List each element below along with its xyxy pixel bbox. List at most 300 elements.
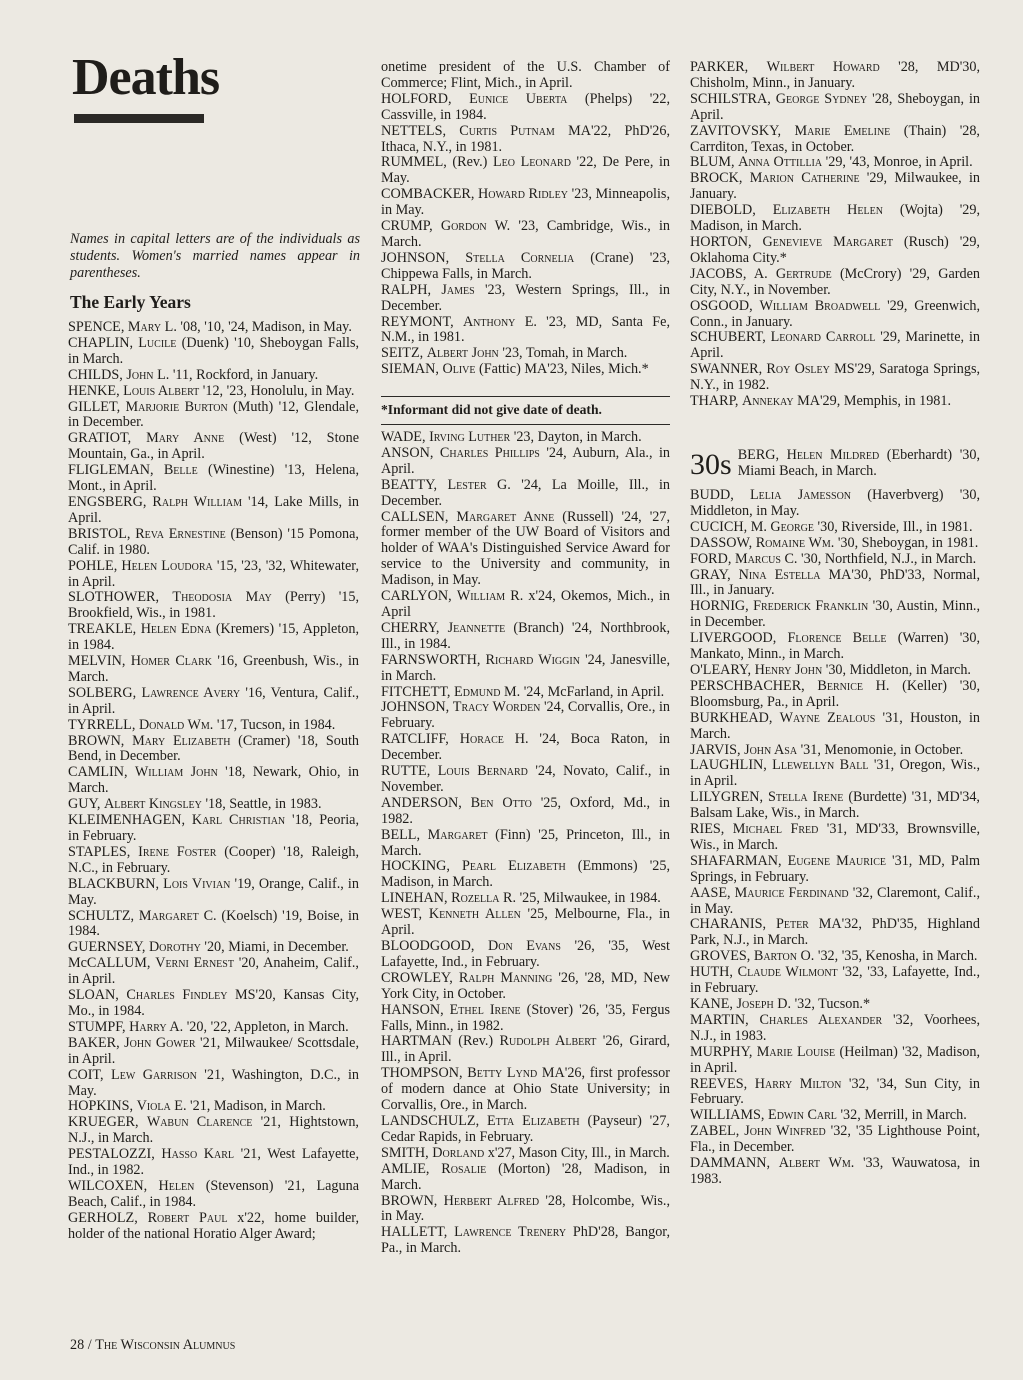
entry-surname: BROWN, (68, 732, 133, 749)
entry-details: '26, '28, MD, New York City, in October. (381, 969, 670, 1002)
entry-details: (Emmons) '25, Madison, in March. (381, 858, 671, 891)
entry-details: '14, Lake Mills, in April. (68, 493, 360, 526)
entry-details: MA'22, PhD'26, Ithaca, N.Y., in 1981. (381, 122, 670, 155)
obituary-entry (68, 431, 359, 463)
entry-given-names: Louis Albert (123, 382, 200, 399)
entry-details: '23, Minneapolis, in May. (381, 186, 670, 219)
entry-details: (Wojta) '29, Madison, in March. (690, 202, 980, 235)
obituary-entry (690, 552, 980, 568)
obituary-entry (68, 1036, 359, 1068)
entry-details: G. '24, La Moille, Ill., in December. (381, 476, 670, 509)
entry-details: '24, Corvallis, Ore., in February. (381, 699, 671, 732)
entry-surname: THARP, (690, 393, 743, 410)
entry-surname: SCHILSTRA, (690, 90, 776, 107)
obituary-entry (690, 822, 980, 854)
entry-surname: PESTALOZZI, (68, 1146, 162, 1163)
entry-given-names: Rozella (451, 890, 500, 907)
entry-given-names: Margaret (427, 826, 488, 843)
obituary-entry (68, 797, 359, 813)
entry-given-names: Jeannette (447, 619, 506, 636)
entry-given-names: Romaine Wm. (755, 534, 835, 551)
entry-details: D. '32, Tucson.* (773, 996, 871, 1012)
entry-given-names: Louis Bernard (437, 763, 528, 780)
entry-details: (Burdette) '31, MD'34, Balsam Lake, Wis., in March. (690, 789, 980, 822)
entry-surname: CHARANIS, (690, 916, 776, 933)
obituary-entry (68, 909, 359, 941)
entry-details: L. '11, Rockford, in January. (153, 366, 319, 383)
obituary-entry (381, 700, 670, 732)
entry-details: C. '30, Northfield, N.J., in March. (780, 550, 977, 567)
entry-given-names: Helen (158, 1177, 195, 1194)
entry-given-names: Lew Garrison (111, 1066, 197, 1083)
entry-details: '32, '35 Lighthouse Point, Fla., in December. (690, 1123, 980, 1156)
entry-details: MA'29, Memphis, in 1981. (793, 393, 952, 410)
obituary-entry (690, 997, 980, 1013)
entry-details: C. (Koelsch) '19, Boise, in 1984. (68, 907, 360, 940)
entry-surname: KRUEGER, (68, 1114, 147, 1131)
entry-given-names: Robert Paul (147, 1209, 228, 1226)
obituary-entry (381, 621, 670, 653)
footnote: *Informant did not give date of death. (381, 402, 602, 417)
entry-details: '21, Milwaukee/ Scottsdale, in April. (68, 1034, 360, 1067)
entry-details: (Warren) '30, Mankato, Minn., in March. (690, 630, 980, 663)
entry-surname: GUY, (68, 796, 105, 813)
obituary-entry (68, 590, 359, 622)
entry-given-names: Irene Foster (138, 843, 217, 860)
obituary-entry (381, 1146, 670, 1162)
entry-given-names: Mary Anne (146, 430, 225, 447)
entry-surname: HOLFORD, (381, 90, 470, 107)
obituary-list-late-20s (690, 60, 980, 410)
entry-details: '31, MD'33, Brownsville, Wis., in March. (690, 821, 980, 853)
entry-details: x'27, Mason City, Ill., in March. (484, 1144, 670, 1161)
entry-given-names: Harry (129, 1018, 167, 1035)
entry-details: (Cramer) '18, South Bend, in December. (68, 732, 359, 765)
entry-details: '21, Hightstown, N.J., in March. (68, 1114, 359, 1147)
entry-surname: LAUGHLIN, (690, 757, 773, 774)
entry-details: MA'30, PhD'33, Normal, Ill., in January. (690, 566, 981, 599)
entry-details: H. (Keller) '30, Bloomsburg, Pa., in April. (690, 677, 981, 710)
entry-details: '26, '35, West Lafayette, Ind., in February. (381, 938, 671, 970)
obituary-entry (68, 1099, 359, 1115)
entry-surname: GRAY, (690, 566, 739, 583)
obituary-entry (690, 1108, 980, 1124)
obituary-entry (381, 1194, 670, 1226)
entry-details: '24, Novato, Calif., in November. (381, 763, 670, 795)
entry-given-names: Charles Findley (126, 987, 228, 1004)
entry-surname: DIEBOLD, (690, 202, 773, 219)
entry-surname: FLIGLEMAN, (68, 462, 164, 479)
entry-given-names: Edwin Carl (768, 1107, 837, 1124)
entry-surname: ENGSBERG, (68, 493, 153, 510)
entry-details: '24, Auburn, Ala., in April. (381, 444, 671, 477)
entry-details: '21, Washington, D.C., in May. (68, 1066, 360, 1099)
entry-given-names: Barton (753, 948, 797, 965)
entry-surname: CHERRY, (381, 619, 448, 636)
entry-details: '29, Marinette, in April. (690, 329, 981, 362)
entry-surname: FORD, (690, 550, 735, 567)
obituary-entry (690, 631, 980, 663)
entry-surname: MELVIN, (68, 653, 131, 670)
entry-surname: GROVES, (690, 948, 754, 965)
folio (70, 1337, 235, 1354)
entry-given-names: Dorothy (148, 939, 201, 956)
entry-details: '30, Sheboygan, in 1981. (834, 534, 979, 551)
entry-given-names: Stella Cornelia (465, 249, 575, 266)
entry-details: '29, Greenwich, Conn., in January. (690, 297, 981, 330)
entry-surname: ANSON, (381, 444, 440, 461)
entry-surname: RUTTE, (381, 763, 438, 780)
entry-details: MA'32, PhD'35, Highland Park, N.J., in March. (690, 916, 980, 949)
entry-details: '30, Riverside, Ill., in 1981. (814, 518, 973, 535)
entry-given-names: Marie Emeline (794, 122, 891, 139)
entry-given-names: John Winfred (744, 1123, 826, 1140)
entry-surname: BRISTOL, (68, 525, 136, 542)
entry-surname: CRUMP, (381, 218, 441, 235)
entry-details: H. '24, Boca Raton, in December. (381, 731, 670, 764)
obituary-entry (690, 568, 980, 600)
obituary-entry (381, 60, 670, 92)
entry-surname: BERG, (737, 447, 787, 463)
entry-surname: WADE, (381, 429, 430, 445)
entry-given-names: Wayne Zealous (779, 709, 876, 726)
obituary-entry (690, 155, 980, 171)
entry-details: '22, De Pere, in May. (381, 154, 671, 187)
obituary-entry (381, 891, 670, 907)
entry-details: (Muth) '12, Glendale, in December. (68, 398, 359, 431)
entry-details: '18, Seattle, in 1983. (201, 796, 322, 813)
entry-given-names: Eunice Uberta (469, 90, 568, 107)
entry-details: '23, Tomah, in March. (498, 345, 628, 362)
obituary-entry (381, 346, 670, 362)
entry-surname: HARTMAN (Rev.) (381, 1033, 500, 1050)
entry-details: W. '23, Cambridge, Wis., in March. (381, 218, 670, 250)
obituary-entry (690, 171, 980, 203)
decade-label: 30s (690, 448, 732, 481)
entry-surname: WEST, (381, 906, 429, 923)
entry-given-names: William John (134, 764, 218, 781)
entry-given-names: Donald Wm. (138, 716, 214, 733)
entry-surname: HENKE, (68, 382, 124, 399)
entry-given-names: Henry John (754, 661, 823, 678)
obituary-entry (381, 478, 670, 510)
entry-surname: SMITH, (381, 1144, 433, 1161)
entry-surname: STAPLES, (68, 843, 139, 860)
entry-details: (Russell) '24, '27, former member of the UW Board of Visitors and holder of WAA's Distinguished Service Award for service to the University and community, in Madison, in May. (381, 508, 671, 589)
obituary-entry (381, 251, 670, 283)
obituary-entry (690, 886, 980, 918)
entry-details: '31, MD, Palm Springs, in February. (690, 852, 980, 885)
entry-given-names: Anthony (462, 313, 516, 330)
entry-surname: FITCHETT, (381, 683, 455, 700)
obituary-entry (68, 400, 359, 432)
entry-surname: CUCICH, M. (690, 518, 771, 535)
entry-details: (Payseur) '27, Cedar Rapids, in February. (381, 1112, 670, 1145)
obituary-entry (381, 430, 670, 446)
obituary-entry (68, 1211, 359, 1243)
obituary-entry (690, 299, 980, 331)
entry-surname: McCALLUM, (68, 955, 156, 972)
obituary-entry (690, 1156, 980, 1188)
entry-details: '28, Sheboygan, in April. (690, 90, 980, 123)
entry-surname: AASE, (690, 884, 735, 901)
entry-details: '20, Miami, in December. (200, 939, 349, 956)
entry-given-names: Pearl Elizabeth (462, 858, 566, 875)
obituary-entry (690, 1045, 980, 1077)
entry-given-names: Bernice (817, 677, 863, 694)
entry-details: R. x'24, Okemos, Mich., in April (381, 588, 671, 620)
entry-details: '26, Girard, Ill., in April. (381, 1033, 670, 1066)
obituary-entry (690, 124, 980, 156)
obituary-entry (381, 1114, 670, 1146)
entry-surname: WILLIAMS, (690, 1107, 769, 1124)
entry-surname: BLACKBURN, (68, 875, 164, 892)
obituary-entry (690, 448, 980, 480)
entry-details: (Haverbverg) '30, Middleton, in May. (690, 487, 980, 519)
entry-surname: RALPH, (381, 281, 442, 298)
entry-given-names: Gertrude (775, 265, 832, 282)
entry-surname: SIEMAN, (381, 361, 443, 378)
obituary-entry (381, 219, 670, 251)
obituary-entry (381, 283, 670, 315)
obituary-entry (381, 589, 670, 621)
entry-details: '32, Merrill, in March. (836, 1107, 967, 1124)
obituary-entry (68, 527, 359, 559)
obituary-entry (381, 764, 670, 796)
entry-given-names: Harry Milton (754, 1075, 842, 1092)
entry-details: (Perry) '15, Brookfield, Wis., in 1981. (68, 589, 359, 622)
obituary-entry (381, 732, 670, 764)
entry-given-names: Lawrence Trenery (454, 1224, 567, 1241)
entry-given-names: Hasso Karl (161, 1146, 235, 1163)
entry-details: (Benson) '15 Pomona, Calif. in 1980. (68, 525, 359, 558)
entry-surname: GUERNSEY, (68, 939, 149, 956)
entry-details: (Phelps) '22, Cassville, in 1984. (381, 90, 671, 123)
entry-given-names: Viola (136, 1098, 171, 1115)
obituary-entry (690, 520, 980, 536)
obituary-entry (381, 1162, 670, 1194)
entry-details: (Fattic) MA'23, Niles, Mich.* (475, 361, 649, 378)
entry-details: '31, Menomonie, in October. (797, 741, 964, 758)
entry-surname: BLOODGOOD, (381, 938, 488, 954)
obituary-entry (68, 336, 359, 368)
entry-details: '28, MD'30, Chisholm, Minn., in January. (690, 59, 980, 91)
entry-details: (Winestine) '13, Helena, Mont., in April. (68, 462, 359, 495)
entry-given-names: Curtis Putnam (459, 122, 555, 139)
entry-given-names: George (770, 518, 814, 535)
obituary-entry (68, 988, 359, 1020)
entry-given-names: Richard Wiggin (485, 651, 580, 668)
entry-given-names: George Sydney (775, 90, 868, 107)
entry-surname: BEATTY, (381, 476, 448, 493)
entry-surname: SCHULTZ, (68, 907, 139, 924)
entry-surname: LILYGREN, (690, 789, 769, 806)
entry-surname: NETTELS, (381, 122, 460, 139)
obituary-entry (381, 362, 670, 378)
obituary-entry (690, 663, 980, 679)
entry-given-names: Lawrence Avery (141, 684, 241, 701)
entry-surname: HORNIG, (690, 598, 754, 615)
obituary-entry (68, 765, 359, 797)
entry-given-names: Albert Wm. (778, 1155, 855, 1172)
entry-given-names: Stella Irene (768, 789, 844, 806)
footnote-rule-bottom (381, 424, 670, 425)
entry-surname: GILLET, (68, 398, 126, 415)
entry-surname: BUDD, (690, 487, 751, 503)
obituary-entry (68, 1115, 359, 1147)
entry-surname: SEITZ, (381, 345, 427, 362)
entry-details: '29, Milwaukee, in January. (690, 170, 980, 203)
entry-details: (Eberhardt) '30, Miami Beach, in March. (737, 447, 980, 479)
entry-surname: HORTON, (690, 233, 763, 250)
obituary-entry (690, 758, 980, 790)
obituary-entry (68, 686, 359, 718)
obituary-entry (690, 854, 980, 886)
entry-given-names: John (126, 366, 154, 383)
obituary-entry (690, 203, 980, 235)
entry-given-names: Rosalie (441, 1160, 487, 1177)
obituary-entry (68, 368, 359, 384)
publication-name: The Wisconsin Alumnus (95, 1337, 236, 1353)
entry-details: '21, West Lafayette, Ind., in 1982. (68, 1146, 360, 1179)
obituary-entry (381, 828, 670, 860)
entry-given-names: Llewellyn Ball (772, 757, 869, 774)
entry-given-names: Dorland (432, 1144, 485, 1161)
entry-details: '16, Greenbush, Wis., in March. (68, 653, 359, 685)
entry-given-names: Don Evans (488, 938, 561, 954)
entry-given-names: Marie Louise (756, 1043, 836, 1060)
entry-surname: BROCK, (690, 170, 750, 187)
entry-surname: HANSON, (381, 1001, 450, 1018)
entry-given-names: Reva Ernestine (135, 525, 226, 542)
entry-surname: BELL, (381, 826, 428, 843)
entry-surname: JOHNSON, (381, 699, 453, 716)
entry-surname: SWANNER, (690, 361, 767, 378)
entry-given-names: Karl Christian (191, 812, 286, 829)
entry-given-names: Annekay (742, 393, 794, 410)
entry-surname: FARNSWORTH, (381, 651, 486, 668)
entry-surname: COIT, (68, 1066, 112, 1083)
entry-surname: DAMMANN, (690, 1155, 779, 1172)
obituary-entry (381, 859, 670, 891)
entry-details: '16, Ventura, Calif., in April. (68, 684, 360, 717)
obituary-entry (68, 734, 359, 766)
entry-given-names: Etta Elizabeth (486, 1112, 580, 1129)
entry-given-names: Wabun Clarence (146, 1114, 253, 1131)
entry-given-names: Tracy Worden (452, 699, 541, 716)
entry-details: '18, Newark, Ohio, in March. (68, 764, 359, 797)
obituary-entry (68, 654, 359, 686)
page-title: Deaths (72, 49, 220, 106)
obituary-entry (68, 845, 359, 877)
entry-surname: TYRRELL, (68, 716, 139, 733)
entry-surname: RUMMEL, (Rev.) (381, 154, 493, 171)
entry-details: '31, Oregon, Wis., in April. (690, 757, 980, 790)
obituary-entry (381, 1003, 670, 1035)
entry-given-names: Marion Catherine (749, 170, 860, 187)
entry-given-names: James (441, 281, 475, 298)
entry-given-names: Leo Leonard (492, 154, 571, 171)
entry-surname: HUTH, (690, 964, 738, 981)
obituary-entry (690, 92, 980, 124)
entry-surname: SOLBERG, (68, 684, 142, 701)
entry-given-names: Verni Ernest (155, 955, 234, 972)
entry-details: A. '20, '22, Appleton, in March. (166, 1018, 349, 1035)
entry-given-names: Theodosia May (172, 589, 272, 606)
entry-given-names: Ethel Irene (449, 1001, 521, 1018)
obituary-entry (381, 510, 670, 590)
entry-surname: HOCKING, (381, 858, 463, 875)
entry-surname: ANDERSON, (381, 794, 471, 811)
entry-details: (Finn) '25, Princeton, Ill., in March. (381, 826, 671, 859)
obituary-entry (381, 124, 670, 156)
entry-given-names: Ben Otto (470, 794, 532, 811)
obituary-entry (690, 267, 980, 299)
entry-given-names: Joseph (736, 996, 774, 1012)
entry-details: x'22, home builder, holder of the national Horatio Alger Award; (68, 1209, 359, 1242)
entry-surname: REEVES, (690, 1075, 755, 1092)
obituary-entry (690, 711, 980, 743)
entry-given-names: Leonard Carroll (770, 329, 876, 346)
entry-details: '29, '43, Monroe, in April. (822, 154, 973, 171)
entry-given-names: Charles Phillips (439, 444, 540, 461)
entry-surname: GRATIOT, (68, 430, 147, 447)
obituary-entry (381, 685, 670, 701)
entry-details: L. '08, '10, '24, Madison, in May. (161, 319, 352, 335)
entry-surname: PARKER, (690, 59, 767, 75)
entry-details: '28, Holcombe, Wis., in May. (381, 1192, 670, 1225)
obituary-entry (381, 92, 670, 124)
entry-given-names: Albert Kingsley (104, 796, 202, 813)
entry-details: '23, Western Springs, Ill., in December. (381, 281, 671, 314)
entry-details: M. '24, McFarland, in April. (500, 683, 665, 700)
obituary-entry (690, 743, 980, 759)
obituary-entry (690, 790, 980, 822)
entry-surname: BAKER, (68, 1034, 125, 1051)
entry-given-names: Eugene Maurice (787, 852, 887, 869)
entry-given-names: Rudolph Albert (499, 1033, 597, 1050)
obituary-entry (690, 917, 980, 949)
entry-given-names: Lucile (138, 334, 177, 351)
obituary-entry (381, 187, 670, 219)
entry-details: '33, Wauwatosa, in 1983. (690, 1155, 980, 1187)
entry-given-names: Genevieve Margaret (762, 233, 893, 250)
intro-note: Names in capital letters are of the individuals as students. Women's married names appear in parentheses. (70, 231, 360, 281)
entry-details: onetime president of the U.S. Chamber of Commerce; Flint, Mich., in April. (381, 59, 670, 91)
obituary-entry (690, 599, 980, 631)
decade-30s-start (690, 448, 980, 480)
obituary-entry (381, 907, 670, 939)
obituary-entry (68, 718, 359, 734)
obituary-entry (690, 1077, 980, 1109)
footnote-rule (381, 396, 670, 397)
entry-surname: LINEHAN, (381, 890, 452, 907)
entry-details: '32, '34, Sun City, in February. (690, 1075, 980, 1108)
obituary-entry (68, 813, 359, 845)
entry-details: (McCrory) '29, Garden City, N.Y., in November. (690, 265, 980, 298)
entry-details: E. '23, MD, Santa Fe, N.M., in 1981. (381, 313, 670, 346)
obituary-entry (68, 463, 359, 495)
obituary-entry (68, 1147, 359, 1179)
entry-given-names: William Broadwell (759, 297, 881, 314)
entry-surname: SHAFARMAN, (690, 852, 788, 869)
entry-surname: STUMPF, (68, 1018, 130, 1035)
obituary-entry (690, 1013, 980, 1045)
entry-surname: HALLETT, (381, 1224, 455, 1241)
obituary-entry (381, 653, 670, 685)
entry-surname: RATCLIFF, (381, 731, 460, 748)
entry-surname: MARTIN, (690, 1011, 760, 1028)
